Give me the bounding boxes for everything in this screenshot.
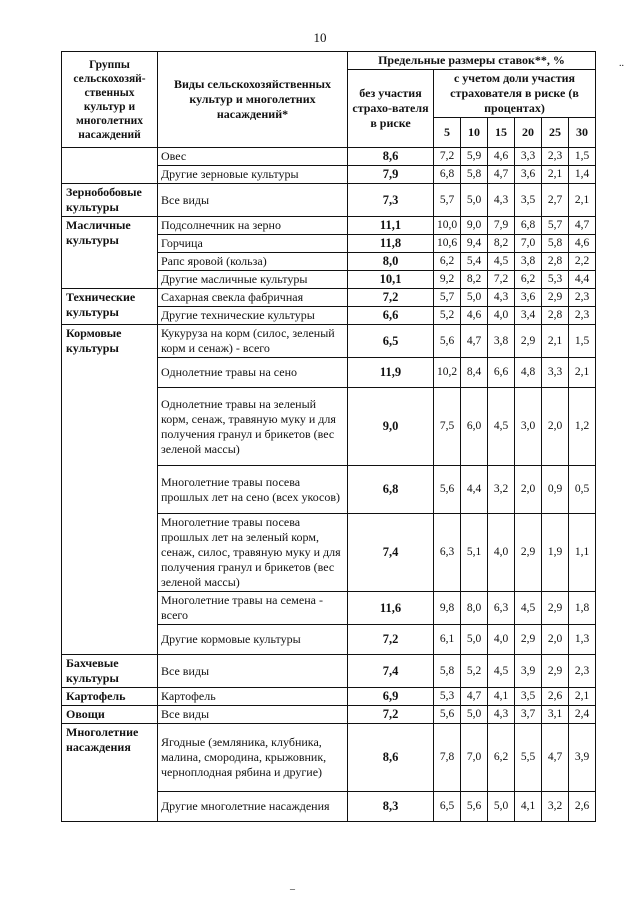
share-rate-cell: 2,3 — [569, 307, 596, 325]
share-rate-cell: 4,3 — [488, 289, 515, 307]
base-rate-cell: 10,1 — [348, 271, 434, 289]
share-rate-cell: 8,4 — [461, 358, 488, 388]
base-rate-cell: 7,4 — [348, 514, 434, 592]
share-rate-cell: 0,5 — [569, 466, 596, 514]
group-cell: Бахчевые культуры — [62, 655, 158, 688]
group-cell: Зернобобовые культуры — [62, 184, 158, 217]
share-rate-cell: 9,2 — [434, 271, 461, 289]
share-rate-cell: 5,0 — [461, 184, 488, 217]
share-rate-cell: 5,3 — [542, 271, 569, 289]
share-rate-cell: 9,4 — [461, 235, 488, 253]
base-rate-cell: 7,2 — [348, 625, 434, 655]
header-kinds: Виды сельскохозяйственных культур и многолетних насаждений* — [158, 52, 348, 148]
share-rate-cell: 2,9 — [542, 592, 569, 625]
share-rate-cell: 2,1 — [542, 166, 569, 184]
base-rate-cell: 7,3 — [348, 184, 434, 217]
share-rate-cell: 7,8 — [434, 724, 461, 792]
share-rate-cell: 5,7 — [434, 184, 461, 217]
header-pct: 15 — [488, 118, 515, 148]
base-rate-cell: 9,0 — [348, 388, 434, 466]
crop-cell: Все виды — [158, 184, 348, 217]
crop-cell: Многолетние травы посева прошлых лет на зеленый корм, сенаж, силос, травяную муку и для получения гранул и брикетов (вес зеленой массы) — [158, 514, 348, 592]
share-rate-cell: 1,5 — [569, 325, 596, 358]
share-rate-cell: 4,6 — [461, 307, 488, 325]
crop-cell: Овес — [158, 148, 348, 166]
share-rate-cell: 5,6 — [434, 466, 461, 514]
base-rate-cell: 6,5 — [348, 325, 434, 358]
share-rate-cell: 2,4 — [569, 706, 596, 724]
share-rate-cell: 3,8 — [515, 253, 542, 271]
share-rate-cell: 4,8 — [515, 358, 542, 388]
corner-mark: .. — [619, 58, 624, 69]
header-no-share: без участия страхо-вателя в риске — [348, 70, 434, 148]
share-rate-cell: 6,0 — [461, 388, 488, 466]
base-rate-cell: 6,6 — [348, 307, 434, 325]
bottom-mark: – — [290, 884, 295, 895]
share-rate-cell: 3,9 — [569, 724, 596, 792]
share-rate-cell: 2,9 — [515, 625, 542, 655]
crop-cell: Кукуруза на корм (силос, зеленый корм и сенаж) - всего — [158, 325, 348, 358]
share-rate-cell: 3,2 — [542, 792, 569, 822]
share-rate-cell: 5,7 — [434, 289, 461, 307]
share-rate-cell: 7,2 — [434, 148, 461, 166]
table-row — [62, 706, 596, 724]
share-rate-cell: 10,2 — [434, 358, 461, 388]
share-rate-cell: 3,6 — [515, 166, 542, 184]
base-rate-cell: 7,4 — [348, 655, 434, 688]
share-rate-cell: 2,1 — [569, 688, 596, 706]
share-rate-cell: 2,9 — [515, 325, 542, 358]
share-rate-cell: 3,2 — [488, 466, 515, 514]
group-cell: Технические культуры — [62, 289, 158, 325]
crop-cell: Сахарная свекла фабричная — [158, 289, 348, 307]
header-pct: 20 — [515, 118, 542, 148]
share-rate-cell: 6,8 — [515, 217, 542, 235]
crop-cell: Все виды — [158, 655, 348, 688]
table-row — [62, 724, 596, 792]
share-rate-cell: 8,2 — [488, 235, 515, 253]
share-rate-cell: 1,5 — [569, 148, 596, 166]
share-rate-cell: 4,7 — [461, 325, 488, 358]
share-rate-cell: 2,6 — [542, 688, 569, 706]
share-rate-cell: 6,2 — [488, 724, 515, 792]
share-rate-cell: 3,4 — [515, 307, 542, 325]
share-rate-cell: 3,5 — [515, 688, 542, 706]
share-rate-cell: 4,7 — [542, 724, 569, 792]
share-rate-cell: 2,2 — [569, 253, 596, 271]
share-rate-cell: 4,3 — [488, 706, 515, 724]
share-rate-cell: 7,0 — [461, 724, 488, 792]
header-with-share: с учетом доли участия страхователя в риске (в процентах) — [434, 70, 596, 118]
share-rate-cell: 5,4 — [461, 253, 488, 271]
base-rate-cell: 11,6 — [348, 592, 434, 625]
share-rate-cell: 5,0 — [461, 625, 488, 655]
share-rate-cell: 6,3 — [434, 514, 461, 592]
base-rate-cell: 11,9 — [348, 358, 434, 388]
table-row — [62, 688, 596, 706]
crop-cell: Другие зерновые культуры — [158, 166, 348, 184]
base-rate-cell: 7,2 — [348, 289, 434, 307]
group-cell: Масличные культуры — [62, 217, 158, 289]
crop-cell: Все виды — [158, 706, 348, 724]
share-rate-cell: 2,9 — [542, 289, 569, 307]
share-rate-cell: 2,8 — [542, 307, 569, 325]
share-rate-cell: 5,0 — [461, 706, 488, 724]
group-cell — [62, 148, 158, 184]
share-rate-cell: 4,0 — [488, 307, 515, 325]
share-rate-cell: 2,0 — [542, 625, 569, 655]
share-rate-cell: 2,6 — [569, 792, 596, 822]
share-rate-cell: 5,2 — [434, 307, 461, 325]
share-rate-cell: 4,3 — [488, 184, 515, 217]
crop-cell: Однолетние травы на зеленый корм, сенаж, травяную муку и для получения гранул и брикетов (вес зеленой массы) — [158, 388, 348, 466]
table-row — [62, 217, 596, 235]
share-rate-cell: 1,4 — [569, 166, 596, 184]
share-rate-cell: 3,1 — [542, 706, 569, 724]
header-groups: Группы сельскохозяй-ственных культур и многолетних насаждений — [62, 52, 158, 148]
share-rate-cell: 5,1 — [461, 514, 488, 592]
share-rate-cell: 7,2 — [488, 271, 515, 289]
share-rate-cell: 6,8 — [434, 166, 461, 184]
share-rate-cell: 4,7 — [488, 166, 515, 184]
share-rate-cell: 4,6 — [488, 148, 515, 166]
base-rate-cell: 11,1 — [348, 217, 434, 235]
table-row — [62, 289, 596, 307]
share-rate-cell: 3,6 — [515, 289, 542, 307]
group-cell: Картофель — [62, 688, 158, 706]
share-rate-cell: 5,8 — [434, 655, 461, 688]
share-rate-cell: 3,3 — [542, 358, 569, 388]
share-rate-cell: 5,6 — [434, 325, 461, 358]
share-rate-cell: 3,8 — [488, 325, 515, 358]
header-pct: 5 — [434, 118, 461, 148]
share-rate-cell: 6,3 — [488, 592, 515, 625]
share-rate-cell: 2,9 — [515, 514, 542, 592]
crop-cell: Ягодные (земляника, клубника, малина, смородина, крыжовник, черноплодная рябина и другие) — [158, 724, 348, 792]
share-rate-cell: 4,4 — [569, 271, 596, 289]
share-rate-cell: 2,1 — [569, 184, 596, 217]
share-rate-cell: 5,2 — [461, 655, 488, 688]
group-cell: Кормовые культуры — [62, 325, 158, 655]
share-rate-cell: 1,2 — [569, 388, 596, 466]
group-cell: Овощи — [62, 706, 158, 724]
share-rate-cell: 5,0 — [461, 289, 488, 307]
share-rate-cell: 9,8 — [434, 592, 461, 625]
crop-cell: Другие кормовые культуры — [158, 625, 348, 655]
share-rate-cell: 5,6 — [434, 706, 461, 724]
base-rate-cell: 6,8 — [348, 466, 434, 514]
base-rate-cell: 8,3 — [348, 792, 434, 822]
share-rate-cell: 7,9 — [488, 217, 515, 235]
share-rate-cell: 4,5 — [488, 388, 515, 466]
share-rate-cell: 4,4 — [461, 466, 488, 514]
share-rate-cell: 3,7 — [515, 706, 542, 724]
share-rate-cell: 4,7 — [461, 688, 488, 706]
header-pct: 30 — [569, 118, 596, 148]
base-rate-cell: 7,9 — [348, 166, 434, 184]
share-rate-cell: 2,1 — [569, 358, 596, 388]
crop-cell: Картофель — [158, 688, 348, 706]
table-row — [62, 148, 596, 166]
share-rate-cell: 2,8 — [542, 253, 569, 271]
share-rate-cell: 1,3 — [569, 625, 596, 655]
share-rate-cell: 2,0 — [542, 388, 569, 466]
share-rate-cell: 4,5 — [488, 253, 515, 271]
table-row — [62, 325, 596, 358]
base-rate-cell: 8,6 — [348, 148, 434, 166]
crop-cell: Многолетние травы на семена - всего — [158, 592, 348, 625]
crop-cell: Рапс яровой (кольза) — [158, 253, 348, 271]
share-rate-cell: 4,5 — [488, 655, 515, 688]
share-rate-cell: 5,7 — [542, 217, 569, 235]
crop-cell: Другие масличные культуры — [158, 271, 348, 289]
share-rate-cell: 3,9 — [515, 655, 542, 688]
share-rate-cell: 4,6 — [569, 235, 596, 253]
crop-cell: Другие технические культуры — [158, 307, 348, 325]
share-rate-cell: 1,8 — [569, 592, 596, 625]
share-rate-cell: 10,0 — [434, 217, 461, 235]
share-rate-cell: 3,0 — [515, 388, 542, 466]
share-rate-cell: 5,8 — [542, 235, 569, 253]
share-rate-cell: 2,9 — [542, 655, 569, 688]
share-rate-cell: 4,1 — [488, 688, 515, 706]
base-rate-cell: 6,9 — [348, 688, 434, 706]
share-rate-cell: 8,0 — [461, 592, 488, 625]
table-row — [62, 655, 596, 688]
share-rate-cell: 6,2 — [515, 271, 542, 289]
share-rate-cell: 2,7 — [542, 184, 569, 217]
share-rate-cell: 8,2 — [461, 271, 488, 289]
share-rate-cell: 10,6 — [434, 235, 461, 253]
share-rate-cell: 4,7 — [569, 217, 596, 235]
table-row — [62, 184, 596, 217]
share-rate-cell: 4,0 — [488, 514, 515, 592]
share-rate-cell: 2,3 — [569, 655, 596, 688]
crop-cell: Однолетние травы на сено — [158, 358, 348, 388]
share-rate-cell: 3,5 — [515, 184, 542, 217]
share-rate-cell: 0,9 — [542, 466, 569, 514]
share-rate-cell: 2,1 — [542, 325, 569, 358]
base-rate-cell: 8,6 — [348, 724, 434, 792]
share-rate-cell: 5,5 — [515, 724, 542, 792]
share-rate-cell: 7,0 — [515, 235, 542, 253]
header-pct: 25 — [542, 118, 569, 148]
share-rate-cell: 4,0 — [488, 625, 515, 655]
header-pct: 10 — [461, 118, 488, 148]
share-rate-cell: 5,0 — [488, 792, 515, 822]
share-rate-cell: 2,3 — [542, 148, 569, 166]
share-rate-cell: 5,9 — [461, 148, 488, 166]
share-rate-cell: 5,6 — [461, 792, 488, 822]
share-rate-cell: 5,8 — [461, 166, 488, 184]
share-rate-cell: 4,5 — [515, 592, 542, 625]
base-rate-cell: 11,8 — [348, 235, 434, 253]
share-rate-cell: 6,1 — [434, 625, 461, 655]
share-rate-cell: 2,3 — [569, 289, 596, 307]
share-rate-cell: 9,0 — [461, 217, 488, 235]
rates-table — [61, 51, 596, 822]
base-rate-cell: 7,2 — [348, 706, 434, 724]
page-number: 10 — [313, 30, 327, 45]
crop-cell: Подсолнечник на зерно — [158, 217, 348, 235]
share-rate-cell: 5,3 — [434, 688, 461, 706]
crop-cell: Горчица — [158, 235, 348, 253]
share-rate-cell: 2,0 — [515, 466, 542, 514]
share-rate-cell: 1,1 — [569, 514, 596, 592]
share-rate-cell: 6,2 — [434, 253, 461, 271]
base-rate-cell: 8,0 — [348, 253, 434, 271]
share-rate-cell: 6,5 — [434, 792, 461, 822]
crop-cell: Другие многолетние насаждения — [158, 792, 348, 822]
share-rate-cell: 4,1 — [515, 792, 542, 822]
share-rate-cell: 1,9 — [542, 514, 569, 592]
group-cell: Многолетние насаждения — [62, 724, 158, 822]
share-rate-cell: 7,5 — [434, 388, 461, 466]
share-rate-cell: 6,6 — [488, 358, 515, 388]
crop-cell: Многолетние травы посева прошлых лет на сено (всех укосов) — [158, 466, 348, 514]
share-rate-cell: 3,3 — [515, 148, 542, 166]
header-limits: Предельные размеры ставок**, % — [348, 52, 596, 70]
